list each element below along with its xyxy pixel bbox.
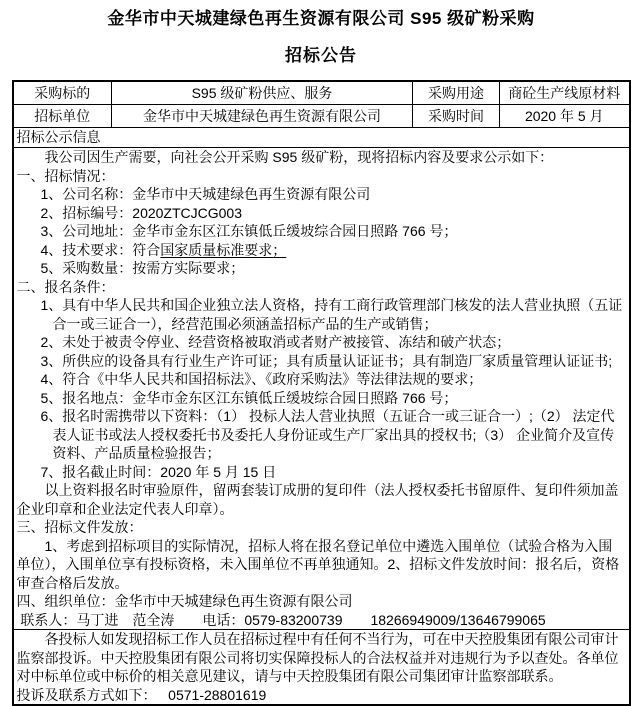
intro-paragraph: 我公司因生产需要，向社会公开采购 S95 级矿粉，现将招标内容及要求公示如下： [44,149,554,165]
table-row-tender-unit [13,105,630,128]
list-item-company-name: 1、公司名称：金华市中天城建绿色再生资源有限公司 [40,186,371,202]
list-item-tender-number: 2、招标编号：2020ZTCJCG003 [40,204,243,221]
tender-unit-label: 招标单位 [13,105,112,128]
complaint-contact-line: 投诉及联系方式如下： 0571-28801619 [16,686,267,703]
tender-unit-value: 金华市中天城建绿色再生资源有限公司 [112,105,413,128]
purchase-use-value: 商砼生产线原材料 [500,81,630,105]
purchase-time-value: 2020 年 5 月 [500,105,630,128]
table-row-complaint [13,630,630,706]
page-title: 金华市中天城建绿色再生资源有限公司 S95 级矿粉采购 [107,9,535,28]
purchase-use-label: 采购用途 [413,81,500,105]
list-item-required-documents: 6、报名时需携带以下资料：（1） 投标人法人营业执照（五证合一或三证合一）;（2） 法定代表人证书或法人授权委托书及委托人身份证或生产厂家出具的授权书;（3） 企业简介及宣传资料、产品质量检验报告； [40,408,615,461]
purchase-subject-value: S95 级矿粉供应、服务 [112,81,413,105]
table-row-purchase-subject [13,81,630,105]
table-row-section-header [13,128,630,148]
section2-heading: 二、报名条件： [16,278,115,295]
documents-note-paragraph: 以上资料报名时审验原件，留两套装订成册的复印件（法人授权委托书留原件、复印件须加盖企业印章和企业法定代表人印章）。 [16,482,619,517]
technical-requirements-prefix: 4、技术要求：符合 [40,241,161,258]
list-item-qualification-3: 3、所供应的设备具有行业生产许可证；具有质量认证证书；具有制造厂家质量管理认证证书; [40,352,613,369]
section3-paragraph: 1、考虑到招标项目的实际情况，招标人将在报名登记单位中遴选入围单位（试验合格为入围单位），入围单位享有投标资格，未入围单位不再单独通知。2、招标文件发放时间：报名后，资格审查合格后发放。 [16,537,620,591]
list-item-company-address: 3、公司地址：金华市金东区江东镇低丘缓坡综合园日照路 766 号； [40,223,458,239]
announcement-table [12,80,631,706]
section-header-publicity-info: 招标公示信息 [13,128,630,148]
page-subtitle: 招标公告 [285,46,357,65]
list-item-registration-deadline: 7、报名截止时间：2020 年 5 月 15 日 [40,463,277,480]
purchase-subject-label: 采购标的 [13,81,112,105]
technical-requirements-underlined: 国家质量标准要求； [160,241,287,258]
list-item-qualification-1: 1、具有中华人民共和国企业独立法人资格，持有工商行政管理部门核发的法人营业执照（五证合一或三证合一），经营范围必须涵盖招标产品的生产或销售； [40,297,623,332]
complaint-cell [13,630,630,706]
section1-heading: 一、招标情况： [16,167,115,184]
table-row-body [13,148,630,630]
complaint-paragraph: 各投标人如发现招标工作人员在招标过程中有任何不当行为，可在中天控股集团有限公司审计监察部投诉。中天控股集团有限公司将切实保障投标人的合法权益并对违规行为予以查处。各单位对中标单位或中标价的相关意见建议，请与中天控股集团有限公司集团审计监察部联系。 [16,631,619,684]
list-item-registration-place: 5、报名地点：金华市金东区江东镇低丘缓坡综合园日照路 766 号； [40,389,458,406]
section4-heading: 四、组织单位：金华市中天城建绿色再生资源有限公司 [16,593,353,609]
section3-heading: 三、招标文件发放： [16,519,143,535]
purchase-time-label: 采购时间 [413,105,500,128]
list-item-qualification-4: 4、符合《中华人民共和国招标法》、《政府采购法》等法律法规的要求； [40,371,483,387]
contact-line: 联系人：马丁进 范全涛 电话：0579-83200739 18266949009/13646799065 [16,611,546,628]
list-item-qualification-2: 2、未处于被责令停业、经营资格被取消或者财产被接管、冻结和破产状态； [40,334,511,350]
list-item-technical-requirements [17,241,626,260]
list-item-purchase-quantity: 5、采购数量：按需方实际要求； [40,260,245,276]
announcement-body-cell [13,148,630,630]
